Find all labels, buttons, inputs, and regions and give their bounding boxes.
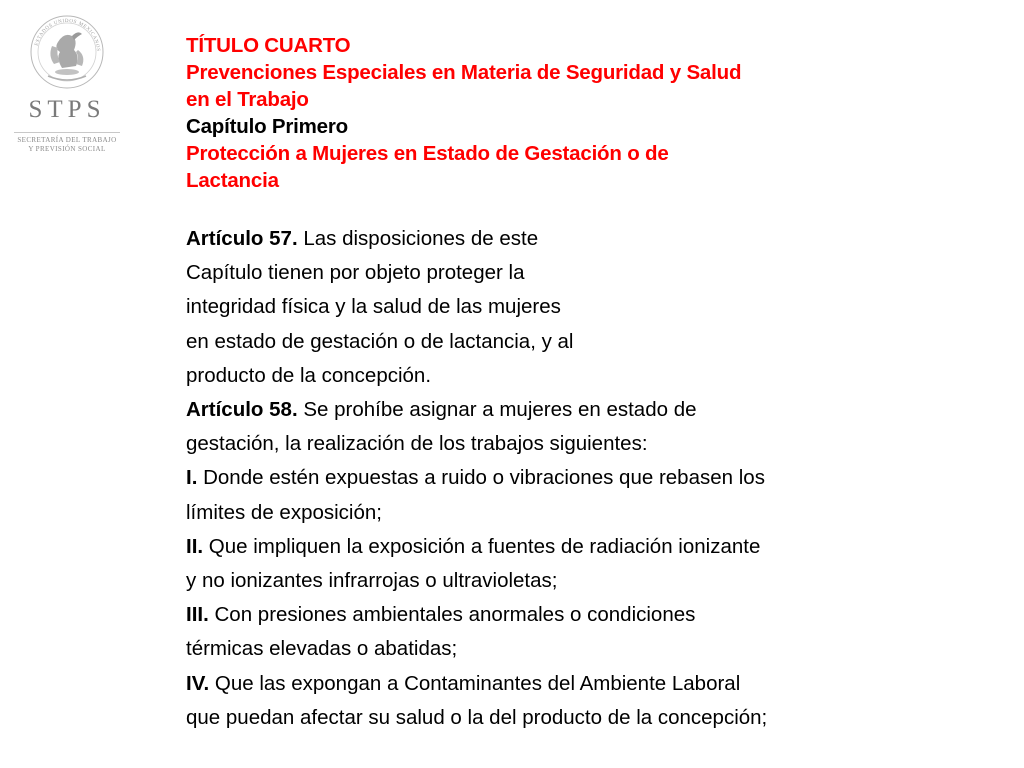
article-57-line: integridad física y la salud de las mujeres (186, 295, 561, 319)
chapter-title-line-2: Lactancia (186, 169, 279, 192)
item-line: térmicas elevadas o abatidas; (186, 637, 458, 661)
chapter-title-line-1: Protección a Mujeres en Estado de Gestación o de (186, 142, 669, 165)
item-line: que puedan afectar su salud o la del producto de la concepción; (186, 705, 768, 729)
item-label: IV. (186, 671, 210, 695)
logo-line-2: Y PREVISIÓN SOCIAL (28, 145, 106, 153)
item-text: Que las expongan a Contaminantes del Ambiente Laboral (209, 671, 741, 695)
item-text: Donde estén expuestas a ruido o vibraciones que rebasen los (197, 466, 765, 490)
item-line: y no ionizantes infrarrojas o ultravioletas; (186, 569, 558, 593)
item-line (186, 530, 946, 564)
item-text: Que impliquen la exposición a fuentes de radiación ionizante (203, 534, 761, 558)
subtitle-line-2: en el Trabajo (186, 88, 309, 111)
article-58-line (186, 393, 946, 427)
article-57-line (186, 222, 946, 256)
article-57-line: Capítulo tienen por objeto proteger la (186, 261, 525, 285)
article-57-text: Las disposiciones de este (297, 227, 539, 250)
item-label: I. (186, 466, 198, 490)
article-57-line: en estado de gestación o de lactancia, y al (186, 329, 574, 353)
chapter: Capítulo Primero (186, 115, 348, 138)
article-57-line: producto de la concepción. (186, 363, 432, 387)
item-label: II. (186, 534, 204, 558)
item-line (186, 667, 946, 701)
slide-heading (186, 32, 906, 194)
item-text: Con presiones ambientales anormales o condiciones (208, 603, 696, 627)
stps-logo (8, 12, 126, 162)
article-58-label: Artículo 58. (186, 398, 298, 422)
mexican-coat-of-arms-icon (8, 12, 126, 96)
article-58-line: gestación, la realización de los trabajos siguientes: (186, 432, 648, 456)
item-line (186, 461, 946, 495)
logo-acronym: STPS (28, 96, 106, 123)
item-label: III. (186, 603, 209, 627)
article-58-text: Se prohíbe asignar a mujeres en estado de (297, 398, 697, 422)
item-line (186, 598, 946, 632)
article-body (186, 222, 946, 735)
subtitle-line-1: Prevenciones Especiales en Materia de Seguridad y Salud (186, 61, 742, 84)
logo-divider (14, 132, 120, 133)
emblem-ring-text: ESTADOS UNIDOS MEXICANOS (34, 18, 101, 52)
item-line: límites de exposición; (186, 500, 382, 524)
logo-line-1: SECRETARÍA DEL TRABAJO (17, 136, 117, 144)
article-57-label: Artículo 57. (186, 227, 298, 250)
title: TÍTULO CUARTO (186, 34, 351, 57)
